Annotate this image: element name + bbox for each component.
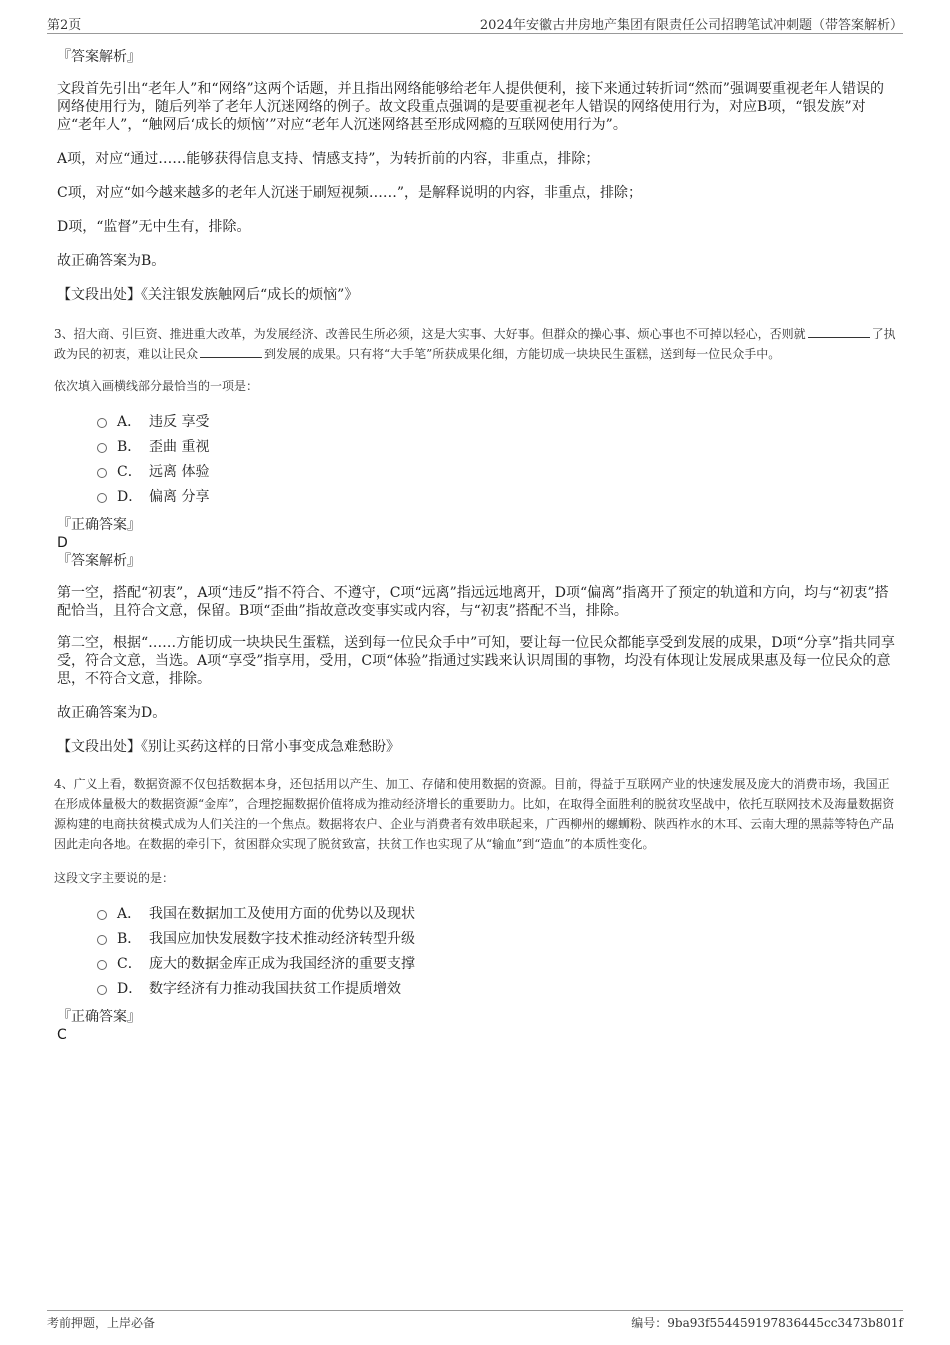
q2-analysis-paragraph-3: C项，对应“如今越来越多的老年人沉迷于刷短视频……”，是解释说明的内容，非重点，排除；	[57, 185, 643, 201]
option-text: 数字经济有力推动我国扶贫工作提质增效	[149, 980, 401, 997]
option-text: 远离 体验	[149, 463, 210, 480]
q2-source: 【文段出处】《关注银发族触网后“成长的烦恼”》	[57, 287, 359, 303]
q3-option-b[interactable]	[97, 433, 897, 458]
option-text: 我国在数据加工及使用方面的优势以及现状	[149, 905, 415, 922]
radio-button[interactable]	[97, 468, 107, 478]
q4-answer: C	[57, 1027, 67, 1043]
q3-stem-part-1: 3、招大商、引巨资、推进重大改革，为发展经济、改善民生所必须，这是大实事、大好事。但群众的操心事、烦心事也不可掉以轻心，否则就	[54, 327, 806, 341]
option-letter: D．	[117, 488, 143, 505]
document-id: 编号：9ba93f554459197836445cc3473b801f	[631, 1316, 903, 1330]
q3-analysis-heading: 『答案解析』	[57, 553, 141, 569]
q3-answer-heading: 『正确答案』	[57, 517, 141, 533]
document-title: 2024年安徽古井房地产集团有限责任公司招聘笔试冲刺题（带答案解析）	[479, 18, 903, 33]
q4-answer-heading: 『正确答案』	[57, 1009, 141, 1025]
option-letter: A．	[117, 413, 142, 430]
header-divider	[47, 33, 903, 34]
option-text: 我国应加快发展数字技术推动经济转型升级	[149, 930, 415, 947]
option-letter: D．	[117, 980, 143, 997]
q4-option-c[interactable]	[97, 950, 897, 975]
radio-button[interactable]	[97, 960, 107, 970]
q4-option-d[interactable]	[97, 975, 897, 1000]
q2-analysis-paragraph-4: D项，“监督”无中生有，排除。	[57, 219, 251, 235]
q2-analysis-paragraph-1: 文段首先引出“老年人”和“网络”这两个话题，并且指出网络能够给老年人提供便利，接下来通过转折词“然而”强调要重视老年人错误的网络使用行为，随后列举了老年人沉迷网络的例子。故文段重点强调的是要重视老年人错误的网络使用行为，对应B项，“银发族”对应“老年人”，“触网后‘成长的烦恼’”对应“老年人沉迷网络甚至形成网瘾的互联网使用行为”。	[57, 81, 884, 133]
radio-button[interactable]	[97, 418, 107, 428]
q3-analysis-paragraph-2: 第二空，根据“……方能切成一块块民生蛋糕，送到每一位民众手中”可知，要让每一位民众都能享受到发展的成果，D项“分享”指共同享受，符合文意，当选。A项“享受”指享用，受用，C项“体验”指通过实践来认识周围的事物，均没有体现让发展成果惠及每一位民众的意思，不符合文意，排除。	[57, 635, 895, 687]
option-letter: C．	[117, 463, 142, 480]
q3-blank-2	[200, 345, 262, 358]
q3-conclusion: 故正确答案为D。	[57, 705, 167, 721]
option-letter: B．	[117, 930, 142, 947]
q3-stem-part-3: 到发展的成果。只有将“大手笔”所获成果化细，方能切成一块块民生蛋糕，送到每一位民众手中。	[264, 347, 781, 361]
q3-source: 【文段出处】《别让买药这样的日常小事变成急难愁盼》	[57, 739, 400, 755]
q4-options	[57, 900, 897, 1000]
option-text: 偏离 分享	[149, 488, 210, 505]
footer-slogan: 考前押题，上岸必备	[47, 1316, 156, 1330]
q2-analysis-paragraph-2: A项，对应“通过……能够获得信息支持、情感支持”，为转折前的内容，非重点，排除；	[57, 151, 600, 167]
radio-button[interactable]	[97, 910, 107, 920]
option-text: 庞大的数据金库正成为我国经济的重要支撑	[149, 955, 415, 972]
option-text: 歪曲 重视	[149, 438, 210, 455]
option-letter: B．	[117, 438, 142, 455]
q4-option-b[interactable]	[97, 925, 897, 950]
q4-stem: 4、广义上看，数据资源不仅包括数据本身，还包括用以产生、加工、存储和使用数据的资源。目前，得益于互联网产业的快速发展及庞大的消费市场，我国正在形成体量极大的数据资源“金库”，合理挖掘数据价值将成为推动经济增长的重要助力。比如，在取得全面胜利的脱贫攻坚战中，依托互联网技术及海量数据资源构建的电商扶贫模式成为人们关注的一个焦点。数据将农户、企业与消费者有效串联起来，广西柳州的螺蛳粉、陕西柞水的木耳、云南大理的黑蒜等特色产品因此走向各地。在数据的牵引下，贫困群众实现了脱贫致富，扶贫工作也实现了从“输血”到“造血”的本质性变化。	[54, 777, 895, 851]
page-header	[0, 0, 950, 34]
q3-stem	[54, 324, 897, 364]
footer-divider	[47, 1310, 903, 1311]
q3-option-a[interactable]	[97, 408, 897, 433]
q3-stem-part-2: 了执政为民的初衷，难以让民众	[54, 327, 896, 361]
q2-conclusion: 故正确答案为B。	[57, 253, 166, 269]
radio-button[interactable]	[97, 443, 107, 453]
page-number: 第2页	[47, 18, 82, 33]
q3-option-d[interactable]	[97, 483, 897, 508]
radio-button[interactable]	[97, 493, 107, 503]
option-text: 违反 享受	[149, 413, 210, 430]
q2-analysis-heading: 『答案解析』	[57, 49, 141, 65]
q3-prompt: 依次填入画横线部分最恰当的一项是：	[54, 379, 259, 393]
radio-button[interactable]	[97, 985, 107, 995]
q3-options	[57, 408, 897, 508]
option-letter: C．	[117, 955, 142, 972]
page-content	[54, 44, 897, 1044]
radio-button[interactable]	[97, 935, 107, 945]
q3-blank-1	[808, 325, 870, 338]
q4-prompt: 这段文字主要说的是：	[54, 871, 175, 885]
option-letter: A．	[117, 905, 142, 922]
q3-analysis-paragraph-1: 第一空，搭配“初衷”，A项“违反”指不符合、不遵守，C项“远离”指远远地离开，D项“偏离”指离开了预定的轨道和方向，均与“初衷”搭配恰当，且符合文意，保留。B项“歪曲”指故意改变事实或内容，与“初衷”搭配不当，排除。	[57, 585, 889, 619]
q4-option-a[interactable]	[97, 900, 897, 925]
q3-option-c[interactable]	[97, 458, 897, 483]
q3-answer: D	[57, 535, 68, 551]
